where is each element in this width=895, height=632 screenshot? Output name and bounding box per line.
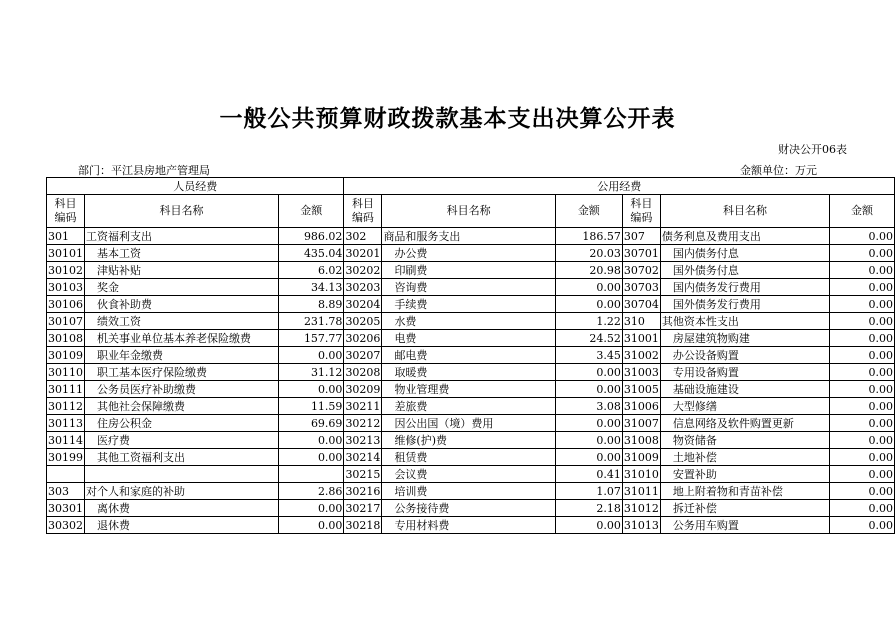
- amount: 3.45: [555, 347, 622, 364]
- amount: 34.13: [279, 279, 344, 296]
- subject-name: 职业年金缴费: [85, 347, 279, 364]
- subject-code: 30703: [623, 280, 659, 294]
- subject-code: 31010: [623, 467, 659, 481]
- subject-code: 30202: [345, 263, 381, 277]
- amount: 0.00: [830, 330, 895, 347]
- subject-name: 培训费: [382, 483, 555, 500]
- subject-code: 30203: [345, 280, 381, 294]
- table-row: [47, 296, 895, 313]
- table-row: [47, 415, 895, 432]
- amount: 0.00: [830, 245, 895, 262]
- col-code-header: 科目 编码: [622, 195, 660, 228]
- col-code-header: 科目 编码: [344, 195, 382, 228]
- amount: 8.89: [279, 296, 344, 313]
- col-amount-header: 金额: [279, 195, 344, 228]
- subject-code: 30215: [345, 467, 381, 481]
- table-row: [47, 262, 895, 279]
- subject-code: 30213: [345, 433, 381, 447]
- col-name-header: 科目名称: [85, 195, 279, 228]
- subject-name: 国内债务付息: [660, 245, 829, 262]
- amount: 6.02: [279, 262, 344, 279]
- subject-code: 30114: [48, 433, 83, 447]
- amount: 1.07: [555, 483, 622, 500]
- subject-code: 30207: [345, 348, 381, 362]
- subject-name: 公务员医疗补助缴费: [85, 381, 279, 398]
- subject-name: 基本工资: [85, 245, 279, 262]
- table-row: [47, 500, 895, 517]
- subject-name: 差旅费: [382, 398, 555, 415]
- subject-code: 31012: [623, 501, 659, 515]
- amount: 1.22: [555, 313, 622, 330]
- amount: 0.00: [279, 432, 344, 449]
- subject-name: 退休费: [85, 517, 279, 534]
- subject-code: 30214: [345, 450, 381, 464]
- table-row: [47, 364, 895, 381]
- subject-code: 30211: [345, 399, 381, 413]
- amount: 0.00: [830, 517, 895, 534]
- amount: 0.00: [830, 381, 895, 398]
- subject-name: 基础设施建设: [660, 381, 829, 398]
- amount: 0.00: [830, 347, 895, 364]
- subject-code: 31011: [623, 484, 659, 498]
- subject-name: 地上附着物和青苗补偿: [660, 483, 829, 500]
- subject-name: 其他工资福利支出: [85, 449, 279, 466]
- subject-name: 公务用车购置: [660, 517, 829, 534]
- department-label: 部门：平江县房地产管理局: [78, 164, 210, 177]
- subject-name: 其他社会保障缴费: [85, 398, 279, 415]
- amount: 0.00: [830, 262, 895, 279]
- amount: 0.00: [555, 415, 622, 432]
- subject-name: 绩效工资: [85, 313, 279, 330]
- table-row: [47, 449, 895, 466]
- table-row: [47, 398, 895, 415]
- page-title: 一般公共预算财政拨款基本支出决算公开表: [219, 105, 676, 132]
- subject-name: 其他资本性支出: [660, 313, 829, 330]
- amount: 11.59: [279, 398, 344, 415]
- subject-code: 30103: [48, 280, 83, 294]
- subject-name: 信息网络及软件购置更新: [660, 415, 829, 432]
- subject-code: 301: [47, 228, 85, 245]
- subject-code: 30112: [48, 399, 83, 413]
- subject-name: 商品和服务支出: [382, 228, 555, 245]
- subject-code: 30301: [48, 501, 83, 515]
- amount: 0.00: [830, 466, 895, 483]
- amount: 0.00: [830, 279, 895, 296]
- subject-code: 30199: [48, 450, 83, 464]
- subject-code: 31006: [623, 399, 659, 413]
- subject-code: 30218: [345, 518, 381, 532]
- subject-code: 30212: [345, 416, 381, 430]
- amount: 20.98: [555, 262, 622, 279]
- amount: 186.57: [555, 228, 622, 245]
- subject-name: 专用设备购置: [660, 364, 829, 381]
- amount: 0.00: [555, 449, 622, 466]
- subject-code: 30111: [48, 382, 83, 396]
- subject-name: 房屋建筑物购建: [660, 330, 829, 347]
- subject-code: 30205: [345, 314, 381, 328]
- amount: 0.00: [830, 228, 895, 245]
- subject-name: 会议费: [382, 466, 555, 483]
- subject-name: 奖金: [85, 279, 279, 296]
- subject-name: 拆迁补偿: [660, 500, 829, 517]
- subject-name: 电费: [382, 330, 555, 347]
- amount: 231.78: [279, 313, 344, 330]
- amount: 3.08: [555, 398, 622, 415]
- subject-code: 30201: [345, 246, 381, 260]
- subject-name: 物业管理费: [382, 381, 555, 398]
- amount: 0.00: [279, 449, 344, 466]
- subject-name: 邮电费: [382, 347, 555, 364]
- subject-name: 专用材料费: [382, 517, 555, 534]
- subject-name: 津贴补贴: [85, 262, 279, 279]
- amount: 157.77: [279, 330, 344, 347]
- amount: 0.00: [555, 517, 622, 534]
- subject-code: 31005: [623, 382, 659, 396]
- subject-code: 30102: [48, 263, 83, 277]
- subject-name: 职工基本医疗保险缴费: [85, 364, 279, 381]
- amount: 0.00: [555, 296, 622, 313]
- subject-code: 31013: [623, 518, 659, 532]
- col-name-header: 科目名称: [382, 195, 555, 228]
- amount: 0.00: [279, 347, 344, 364]
- subject-name: 大型修缮: [660, 398, 829, 415]
- subject-name: 国内债务发行费用: [660, 279, 829, 296]
- amount: 435.04: [279, 245, 344, 262]
- subject-code: 31008: [623, 433, 659, 447]
- amount: 0.00: [555, 432, 622, 449]
- table-row: [47, 466, 895, 483]
- amount: 0.00: [830, 296, 895, 313]
- expenditure-table: [46, 177, 895, 534]
- subject-code: 30302: [48, 518, 83, 532]
- subject-code: 30107: [48, 314, 83, 328]
- subject-code: 31002: [623, 348, 659, 362]
- subject-name: 工资福利支出: [85, 228, 279, 245]
- col-code-header: 科目 编码: [47, 195, 85, 228]
- amount: 0.00: [830, 415, 895, 432]
- form-code: 财决公开06表: [778, 143, 847, 156]
- subject-code: 30701: [623, 246, 659, 260]
- subject-code: 30106: [48, 297, 83, 311]
- amount: [279, 466, 344, 483]
- subject-code: 31001: [623, 331, 659, 345]
- table-row: [47, 517, 895, 534]
- subject-name: 对个人和家庭的补助: [85, 483, 279, 500]
- subject-name: 离休费: [85, 500, 279, 517]
- subject-name: 机关事业单位基本养老保险缴费: [85, 330, 279, 347]
- amount: 24.52: [555, 330, 622, 347]
- subject-code: 307: [622, 228, 660, 245]
- subject-code: 31007: [623, 416, 659, 430]
- subject-name: 手续费: [382, 296, 555, 313]
- subject-name: 因公出国（境）费用: [382, 415, 555, 432]
- amount: 0.00: [830, 313, 895, 330]
- subject-code: 302: [344, 228, 382, 245]
- amount: 0.00: [830, 398, 895, 415]
- subject-name: 医疗费: [85, 432, 279, 449]
- subject-code: 30108: [48, 331, 83, 345]
- amount: 20.03: [555, 245, 622, 262]
- subject-name: 维修(护)费: [382, 432, 555, 449]
- subject-code: 30702: [623, 263, 659, 277]
- subject-code: 30206: [345, 331, 381, 345]
- subject-code: 30204: [345, 297, 381, 311]
- amount: 0.00: [555, 381, 622, 398]
- subject-name: 住房公积金: [85, 415, 279, 432]
- subject-name: 办公设备购置: [660, 347, 829, 364]
- amount: 0.00: [830, 364, 895, 381]
- subject-name: 国外债务发行费用: [660, 296, 829, 313]
- subject-code: 30101: [48, 246, 83, 260]
- subject-code: 310: [622, 313, 660, 330]
- subject-code: 303: [47, 483, 85, 500]
- amount: 0.00: [830, 500, 895, 517]
- col-amount-header: 金额: [830, 195, 895, 228]
- subject-code: 30704: [623, 297, 659, 311]
- subject-name: 印刷费: [382, 262, 555, 279]
- subject-name: 公务接待费: [382, 500, 555, 517]
- amount: 2.18: [555, 500, 622, 517]
- group-header-personnel: 人员经费: [47, 178, 344, 195]
- amount: 0.00: [830, 449, 895, 466]
- unit-label: 金额单位：万元: [740, 164, 817, 177]
- subject-name: 办公费: [382, 245, 555, 262]
- subject-name: 物资储备: [660, 432, 829, 449]
- subject-name: 租赁费: [382, 449, 555, 466]
- amount: 0.00: [555, 364, 622, 381]
- subject-name: 国外债务付息: [660, 262, 829, 279]
- amount: 986.02: [279, 228, 344, 245]
- amount: 31.12: [279, 364, 344, 381]
- table-row: [47, 330, 895, 347]
- subject-code: 30209: [345, 382, 381, 396]
- subject-code: [47, 466, 85, 483]
- subject-code: 30217: [345, 501, 381, 515]
- subject-code: 30208: [345, 365, 381, 379]
- subject-name: 伙食补助费: [85, 296, 279, 313]
- table-row: [47, 483, 895, 500]
- col-amount-header: 金额: [555, 195, 622, 228]
- amount: 0.00: [279, 517, 344, 534]
- subject-code: 30113: [48, 416, 83, 430]
- subject-name: [85, 466, 279, 483]
- table-row: [47, 313, 895, 330]
- subject-name: 水费: [382, 313, 555, 330]
- amount: 69.69: [279, 415, 344, 432]
- table-row: [47, 381, 895, 398]
- amount: 0.41: [555, 466, 622, 483]
- subject-name: 安置补助: [660, 466, 829, 483]
- subject-name: 取暖费: [382, 364, 555, 381]
- amount: 0.00: [279, 500, 344, 517]
- amount: 0.00: [830, 483, 895, 500]
- subject-name: 债务利息及费用支出: [660, 228, 829, 245]
- subject-code: 31003: [623, 365, 659, 379]
- group-header-public: 公用经费: [344, 178, 895, 195]
- subject-code: 30109: [48, 348, 83, 362]
- subject-name: 咨询费: [382, 279, 555, 296]
- subject-name: 土地补偿: [660, 449, 829, 466]
- subject-code: 30110: [48, 365, 83, 379]
- subject-code: 30216: [345, 484, 381, 498]
- table-row: [47, 245, 895, 262]
- table-row: [47, 279, 895, 296]
- amount: 0.00: [555, 279, 622, 296]
- table-row: [47, 228, 895, 245]
- table-row: [47, 432, 895, 449]
- col-name-header: 科目名称: [660, 195, 829, 228]
- amount: 0.00: [830, 432, 895, 449]
- amount: 2.86: [279, 483, 344, 500]
- table-row: [47, 347, 895, 364]
- amount: 0.00: [279, 381, 344, 398]
- subject-code: 31009: [623, 450, 659, 464]
